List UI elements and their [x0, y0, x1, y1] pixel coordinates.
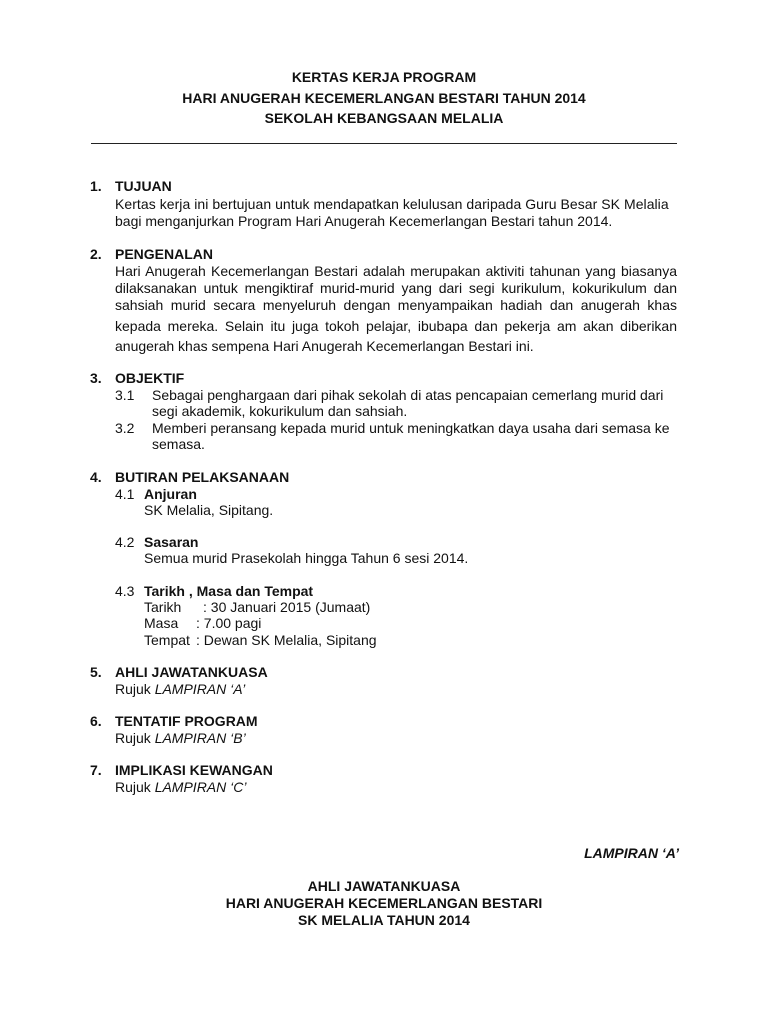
- lampiran-a-label: LAMPIRAN ‘A’: [584, 845, 679, 861]
- section-7-number: 7.: [90, 762, 102, 778]
- section-4-heading: BUTIRAN PELAKSANAAN: [115, 469, 290, 485]
- anjuran-heading: Anjuran: [144, 486, 197, 502]
- tempat-value: : Dewan SK Melalia, Sipitang: [196, 632, 377, 648]
- objective-1-line2: segi akademik, kokurikulum dan sahsiah.: [152, 403, 408, 419]
- section-6-number: 6.: [90, 713, 102, 729]
- tarikh-number: 4.3: [115, 583, 135, 599]
- objective-2-line2: semasa.: [152, 436, 205, 452]
- section-5-heading: AHLI JAWATANKUASA: [115, 664, 268, 680]
- tarikh-heading: Tarikh , Masa dan Tempat: [144, 583, 314, 599]
- lampiran-a-title-line3: SK MELALIA TAHUN 2014: [298, 912, 470, 928]
- section-2-text-line4: kepada mereka. Selain itu juga tokoh pelajar, ibubapa dan pekerja am akan diberikan: [115, 318, 677, 334]
- masa-label: Masa: [144, 615, 179, 631]
- section-1-heading: TUJUAN: [115, 178, 172, 194]
- section-2-heading: PENGENALAN: [115, 246, 214, 262]
- tarikh-label: Tarikh: [144, 599, 182, 615]
- objective-1-line1: Sebagai penghargaan dari pihak sekolah di atas pencapaian cemerlang murid dari: [152, 387, 664, 403]
- section-2-text-line1: Hari Anugerah Kecemerlangan Bestari adalah merupakan aktiviti tahunan yang biasanya: [115, 263, 677, 279]
- doc-title-line1: KERTAS KERJA PROGRAM: [291, 69, 477, 85]
- objective-1-number: 3.1: [115, 387, 135, 403]
- header-divider: [91, 143, 677, 144]
- section-1-number: 1.: [90, 178, 102, 194]
- section-2-number: 2.: [90, 246, 102, 262]
- sasaran-heading: Sasaran: [144, 534, 199, 550]
- objective-2-number: 3.2: [115, 420, 135, 436]
- section-7-heading: IMPLIKASI KEWANGAN: [115, 762, 273, 778]
- section-1-text-line2: bagi menganjurkan Program Hari Anugerah Kecemerlangan Bestari tahun 2014.: [115, 213, 613, 229]
- sasaran-number: 4.2: [115, 534, 135, 550]
- section-6-reference: [115, 730, 677, 747]
- anjuran-text: SK Melalia, Sipitang.: [144, 502, 274, 518]
- section-7-reference: [115, 779, 677, 796]
- doc-title-line2: HARI ANUGERAH KECEMERLANGAN BESTARI TAHUN 2014: [182, 90, 586, 106]
- lampiran-a-title-line1: AHLI JAWATANKUASA: [307, 878, 461, 894]
- lampiran-a-title-line2: HARI ANUGERAH KECEMERLANGAN BESTARI: [225, 895, 543, 911]
- section-6-heading: TENTATIF PROGRAM: [115, 713, 258, 729]
- section-3-heading: OBJEKTIF: [115, 370, 185, 386]
- doc-title-line3: SEKOLAH KEBANGSAAN MELALIA: [264, 110, 504, 126]
- masa-value: : 7.00 pagi: [196, 615, 262, 631]
- tarikh-value: : 30 Januari 2015 (Jumaat): [203, 599, 371, 615]
- section-7-ref-link: LAMPIRAN ‘C’: [154, 779, 247, 795]
- section-6-ref-prefix: Rujuk: [115, 730, 155, 746]
- section-5-ref-prefix: Rujuk: [115, 681, 155, 697]
- tempat-label: Tempat: [144, 632, 190, 648]
- objective-2-line1: Memberi peransang kepada murid untuk meningkatkan daya usaha dari semasa ke: [152, 420, 670, 436]
- section-6-ref-link: LAMPIRAN ‘B’: [154, 730, 246, 746]
- section-2-text-line3: sahsiah murid secara menyeluruh dengan menyampaikan hadiah dan anugerah khas: [115, 297, 677, 313]
- section-3-number: 3.: [90, 370, 102, 386]
- sasaran-text: Semua murid Prasekolah hingga Tahun 6 sesi 2014.: [144, 550, 469, 566]
- section-2-text-line2: dilaksanakan untuk mengiktiraf murid-murid yang dari segi kurikulum, kokurikulum dan: [115, 280, 677, 296]
- section-5-reference: [115, 681, 677, 698]
- section-2-text-line5: anugerah khas sempena Hari Anugerah Kecemerlangan Bestari ini.: [115, 338, 534, 354]
- section-7-ref-prefix: Rujuk: [115, 779, 155, 795]
- section-5-number: 5.: [90, 664, 102, 680]
- section-4-number: 4.: [90, 469, 102, 485]
- section-1-text-line1: Kertas kerja ini bertujuan untuk mendapatkan kelulusan daripada Guru Besar SK Melalia: [115, 196, 669, 212]
- section-5-ref-link: LAMPIRAN ‘A’: [154, 681, 246, 697]
- anjuran-number: 4.1: [115, 486, 135, 502]
